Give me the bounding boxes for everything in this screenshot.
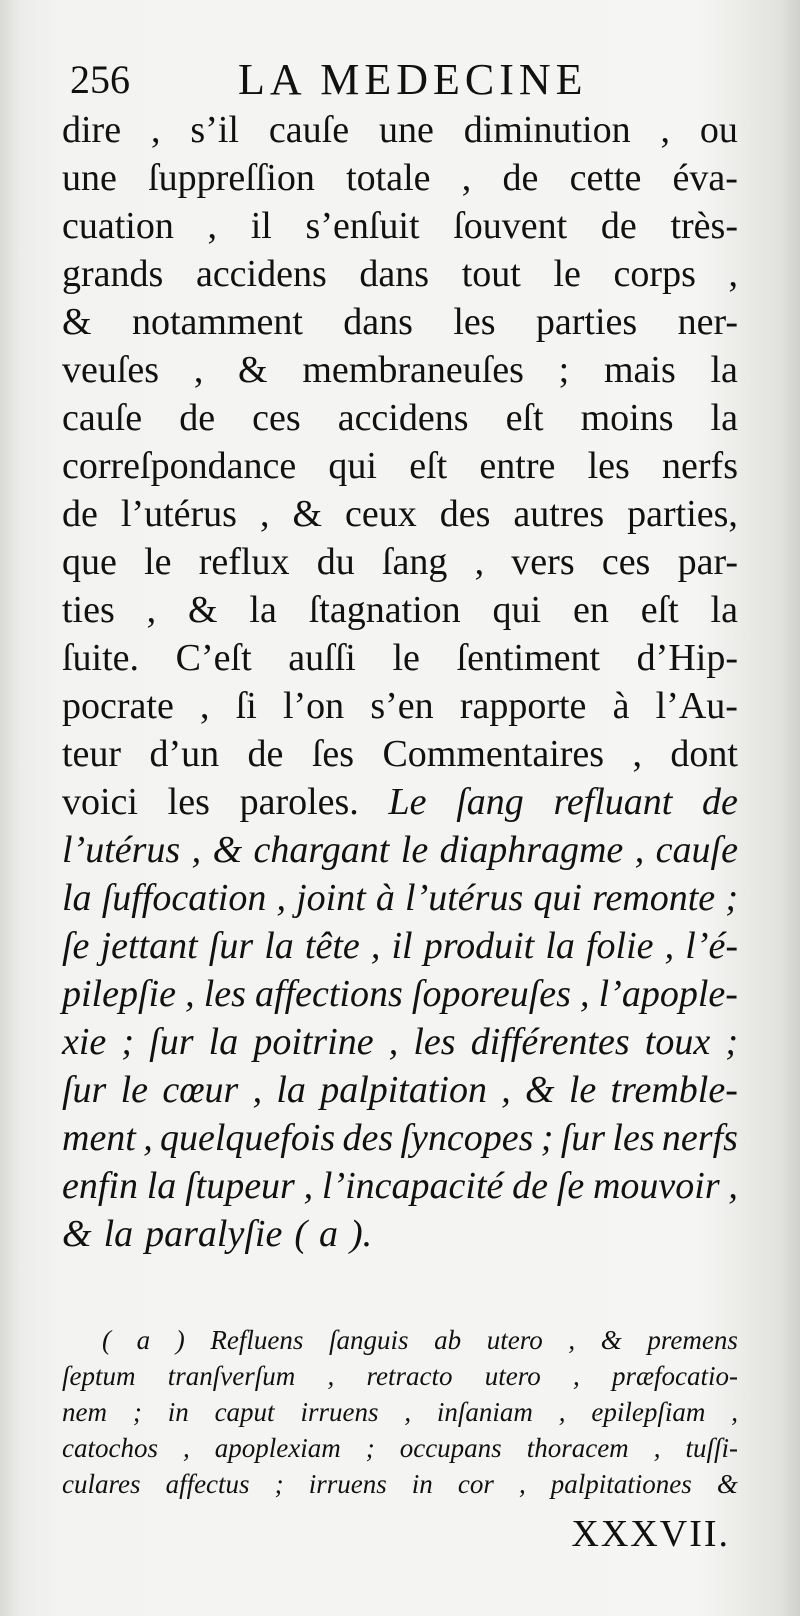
text-line: voici les paroles. Le ſang refluant de: [62, 781, 738, 823]
text-line: & la paralyſie ( a ).: [62, 1213, 373, 1255]
text-line: la ſuffocation , joint à l’utérus qui remonte ;: [62, 877, 738, 919]
text-line: l’utérus , & chargant le diaphragme , cauſe: [62, 829, 738, 871]
text-line: que le reflux du ſang , vers ces par-: [62, 541, 738, 583]
text-line: pocrate , ſi l’on s’en rapporte à l’Au-: [62, 685, 738, 727]
text-line: ſuite. C’eſt auſſi le ſentiment d’Hip-: [62, 637, 738, 679]
text-line: ſur le cœur , la palpitation , & le tremble-: [62, 1069, 738, 1111]
text-line: ſe jettant ſur la tête , il produit la folie , l’é-: [62, 925, 738, 967]
text-line: veuſes , & membraneuſes ; mais la: [62, 349, 738, 391]
page-header: [70, 48, 730, 108]
text-line: cauſe de ces accidens eſt moins la: [62, 397, 738, 439]
text-line: enfin la ſtupeur , l’incapacité de ſe mouvoir ,: [62, 1165, 738, 1207]
footnote-line: catochos , apoplexiam ; occupans thoracem , tuſſi-: [62, 1433, 738, 1463]
text-line: une ſuppreſſion totale , de cette éva-: [62, 157, 738, 199]
footnote: [62, 1322, 738, 1502]
text-line: correſpondance qui eſt entre les nerfs: [62, 445, 738, 487]
text-line: teur d’un de ſes Commentaires , dont: [62, 733, 738, 775]
text-line: ties , & la ſtagnation qui en eſt la: [62, 589, 738, 631]
footnote-line: nem ; in caput irruens , inſaniam , epilepſiam ,: [62, 1397, 738, 1427]
footnote-line: culares affectus ; irruens in cor , palpitationes &: [62, 1469, 738, 1499]
text-line: de l’utérus , & ceux des autres parties,: [62, 493, 738, 535]
footnote-line: ( a ) Refluens ſanguis ab utero , & premens: [102, 1325, 738, 1355]
text-line: xie ; ſur la poitrine , les différentes toux ;: [62, 1021, 738, 1063]
text-line: grands accidens dans tout le corps ,: [62, 253, 738, 295]
text-line: dire , s’il cauſe une diminution , ou: [62, 109, 738, 151]
text-line: & notamment dans les parties ner-: [62, 301, 738, 343]
running-title: LA MEDECINE: [238, 55, 588, 104]
text-line: pilepſie , les affections ſoporeuſes , l’apople-: [62, 973, 738, 1015]
text-line: ment , quelquefois des ſyncopes ; ſur les nerfs: [62, 1117, 738, 1159]
main-text: [62, 106, 738, 1258]
text-line: cuation , il s’enſuit ſouvent de très-: [62, 205, 738, 247]
footnote-line: ſeptum tranſverſum , retracto utero , præfocatio-: [62, 1361, 738, 1391]
page-number: 256: [70, 57, 130, 102]
catchword: XXXVII.: [571, 1513, 730, 1555]
